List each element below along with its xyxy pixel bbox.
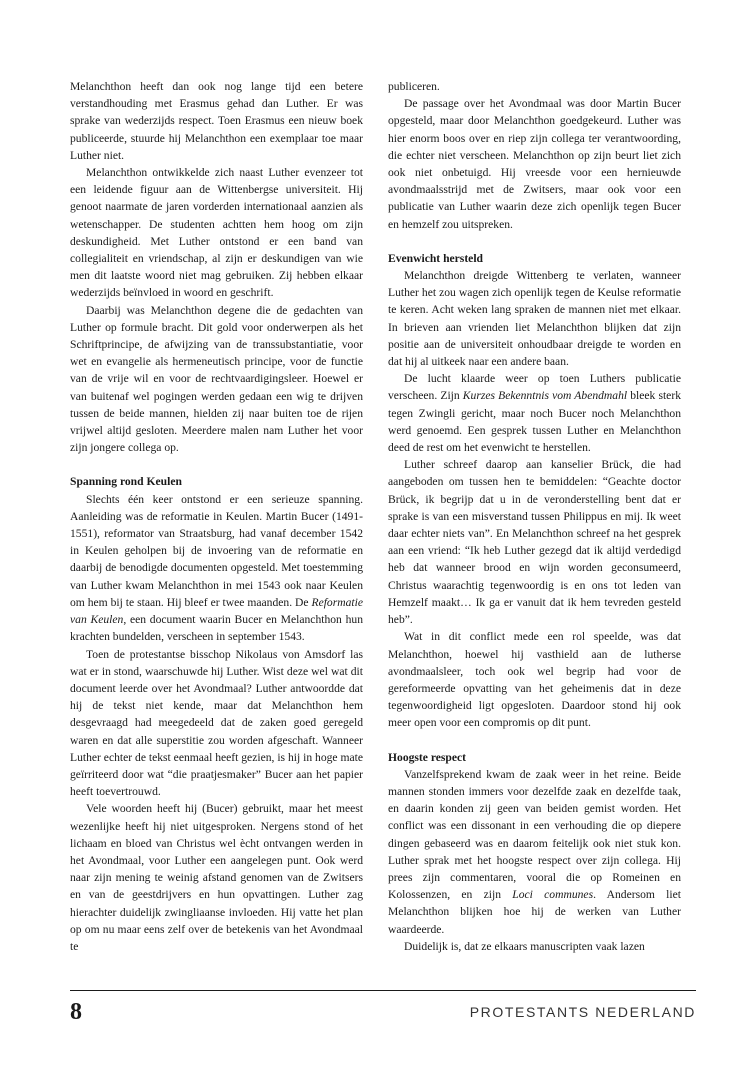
paragraph — [70, 491, 363, 646]
section-heading: Spanning rond Keulen — [70, 475, 182, 489]
paragraph: Toen de protestantse bisschop Nikolaus von Amsdorf las wat er in stond, waarschuwde hij Luther. Wist deze wel wat dit document leerde over het Avondmaal? Luther antwoordde dat hij de tekst niet kende, maar dat Melanchthon hem desgevraagd had meegedeeld dat de zaken goed geregeld waren en dat alle superstitie zou worden afgeschaft. Wanneer Luther echter de tekst eenmaal heeft gezien, is hij in hoge mate geïrriteerd door wat “die praatjesmaker” Bucer aan het papier heeft toevertrouwd. — [70, 647, 363, 799]
paragraph — [70, 800, 363, 955]
page-number: 8 — [70, 999, 82, 1025]
paragraph: Daarbij was Melanchthon degene die de gedachten van Luther op formule bracht. Dit gold voor onderwerpen als het Schriftprincipe, de afwijzing van de transsubstantiatie, voor wet en evangelie als hermeneutisch principe, voor de functie van de vrije wil en voor de rechtvaardigingsleer. Hoewel er van buitenaf wel pogingen werden gedaan een wig te drijven tussen de beide mannen, hielden zij naar buiten toe de rijen vrijwel altijd gesloten. Meerdere malen nam Luther het voor zijn jongere collega op. — [70, 303, 363, 455]
section-heading: Hoogste respect — [388, 750, 467, 764]
paragraph: publiceren. — [388, 80, 440, 93]
paragraph: Luther schreef daarop aan kanselier Brück, die had aangeboden om tussen hen te bemiddelen: “Geachte doctor Brück, ik begrijp dat u in de veronderstelling bent dat er sprake is van een misverstand tussen Philippus en mij. Ik weet daar echter niets van”. En Melanchthon schreef na het gesprek aan een vriend: “Ik heb Luther gezegd dat ik altijd verdedigd heb dat wanneer brood en wijn worden geconsumeerd, Christus waarachtig tegenwoordig is en ons tot leden van Hemzelf maakt… Ik ga er vanuit dat ik hem tevreden gesteld heb”. — [388, 458, 681, 627]
title-italic: Kurzes Bekenntnis vom Abendmahl — [462, 389, 628, 403]
text-run: bleek sterk tegen Zwingli gericht, maar noch Bucer noch Melanchthon werd genoemd. Een gesprek tussen Luther en Melanchthon deed de rest om het evenwicht te herstellen. — [388, 389, 681, 455]
text-run: De lucht klaarde weer op toen Luthers publicatie verscheen. Zijn — [388, 372, 681, 403]
paragraph: Melanchthon ontwikkelde zich naast Luther evenzeer tot een leidende figuur aan de Wittenbergse universiteit. Hij genoot naarmate de jaren vorderden internationaal aanzien als wetenschapper. De studenten achtten hem hoog om zijn deskundigheid. Met Luther ontstond er een band van collegialiteit en vriendschap, al zijn er deskundigen van wie men dit laatste woord niet mag gebruiken. Zij hebben elkaar wederzijds beïnvloed in woord en geschrift. — [70, 166, 363, 300]
paragraph: Melanchthon heeft dan ook nog lange tijd een betere verstandhouding met Erasmus gehad dan Luther. Er was sprake van wederzijds respect. Toen Erasmus een nieuw boek publiceerde, stuurde hij Melanchthon een exemplaar toe maar Luther niet. — [70, 80, 363, 162]
text-run: ontvangen werden in het Avondmaal, voor Luther een aangelegen punt. Ook werd naar zijn mening te weinig afstand genomen van de Zwitsers en van de geestdrijvers en hun opvattingen. Luther zag hierachter duidelijk zwingliaanse invloeden. Hij vatte het plan op om nu maar eens zelf over de betekenis van het Avondmaal te — [70, 836, 363, 953]
paragraph: De passage over het Avondmaal was door Martin Bucer opgesteld, maar door Melanchthon goedgekeurd. Luther was hier enorm boos over en riep zijn collega ter verantwoording, die echter niet verscheen. Melanchthon op zijn beurt liet zich ook niet onbetuigd. Hij vreesde voor een hernieuwde avondmaalsstrijd met de Zwitsers, maar ook voor een publicatie van Luther waarin deze zich openlijk tegen Bucer en hemzelf zou uitspreken. — [388, 97, 681, 231]
publication-name: PROTESTANTS NEDERLAND — [469, 1004, 696, 1020]
text-run: , een document waarin Bucer en Melanchthon hun krachten bundelden, verscheen in september 1543. — [70, 613, 363, 644]
title-italic: Reformatie van Keulen — [70, 595, 363, 627]
section-heading: Evenwicht hersteld — [388, 251, 483, 265]
emphasis-word: ècht — [240, 836, 260, 850]
paragraph: Wat in dit conflict mede een rol speelde, was dat Melanchthon, hoewel hij vasthield aan de lutherse avondmaalsleer, toch ook wel begrip had voor de gereformeerde opvatting van het geheimenis dat in deze tegenwoordigheid ligt opgesloten. Daardoor stond hij ook meer open voor een compromis op dit punt. — [388, 630, 681, 730]
paragraph: Duidelijk is, dat ze elkaars manuscripten vaak lazen — [404, 939, 645, 953]
text-run: Slechts één keer ontstond er een serieuze spanning. Aanleiding was de reformatie in Keulen. Martin Bucer (1491-1551), reformator van Straatsburg, had vanaf december 1542 in Keulen geholpen bij de invoering van de reformatie en daarbij de benodigde documenten opgesteld. Met toestemming van Luther kwam Melanchthon in mei 1543 ook naar Keulen om hem bij te staan. Hij bleef er twee maanden. De — [70, 492, 363, 609]
text-run: . Andersom liet Melanchthon blijken hoe hij de werken van Luther waardeerde. — [388, 888, 681, 936]
paragraph — [388, 766, 681, 938]
text-run: Vele woorden heeft hij (Bucer) gebruikt, maar het meest wezenlijke heeft hij niet uitgesproken. Nergens stond of het lichaam en bloed van Christus wel — [70, 802, 363, 850]
paragraph — [388, 370, 681, 456]
text-run: Vanzelfsprekend kwam de zaak weer in het reine. Beide mannen stonden immers voor dezelfde zaak en dezelfde taak, en daarin konden zij geen van beiden gemist worden. Het conflict was een dissonant in een verhouding die op diepere dingen gebaseerd was en daarom feitelijk ook niet stuk kon. Luther sprak met het hoogste respect over zijn collega. Hij prees zijn commentaren, vooral die op Romeinen en Kolossenzen, en zijn — [388, 767, 681, 902]
left-column — [70, 78, 363, 955]
footer-rule — [70, 990, 696, 991]
right-column — [388, 78, 681, 955]
paragraph: Melanchthon dreigde Wittenberg te verlaten, wanneer Luther het zou wagen zich openlijk tegen de Keulse reformatie te keren. Acht weken lang spraken de mannen niet met elkaar. In brieven aan vrienden liet Melanchthon blijken dat zijn positie aan de universiteit onhoudbaar dreigde te worden en dat hij al uitkeek naar een andere baan. — [388, 269, 681, 369]
title-italic: Loci communes — [512, 888, 594, 902]
